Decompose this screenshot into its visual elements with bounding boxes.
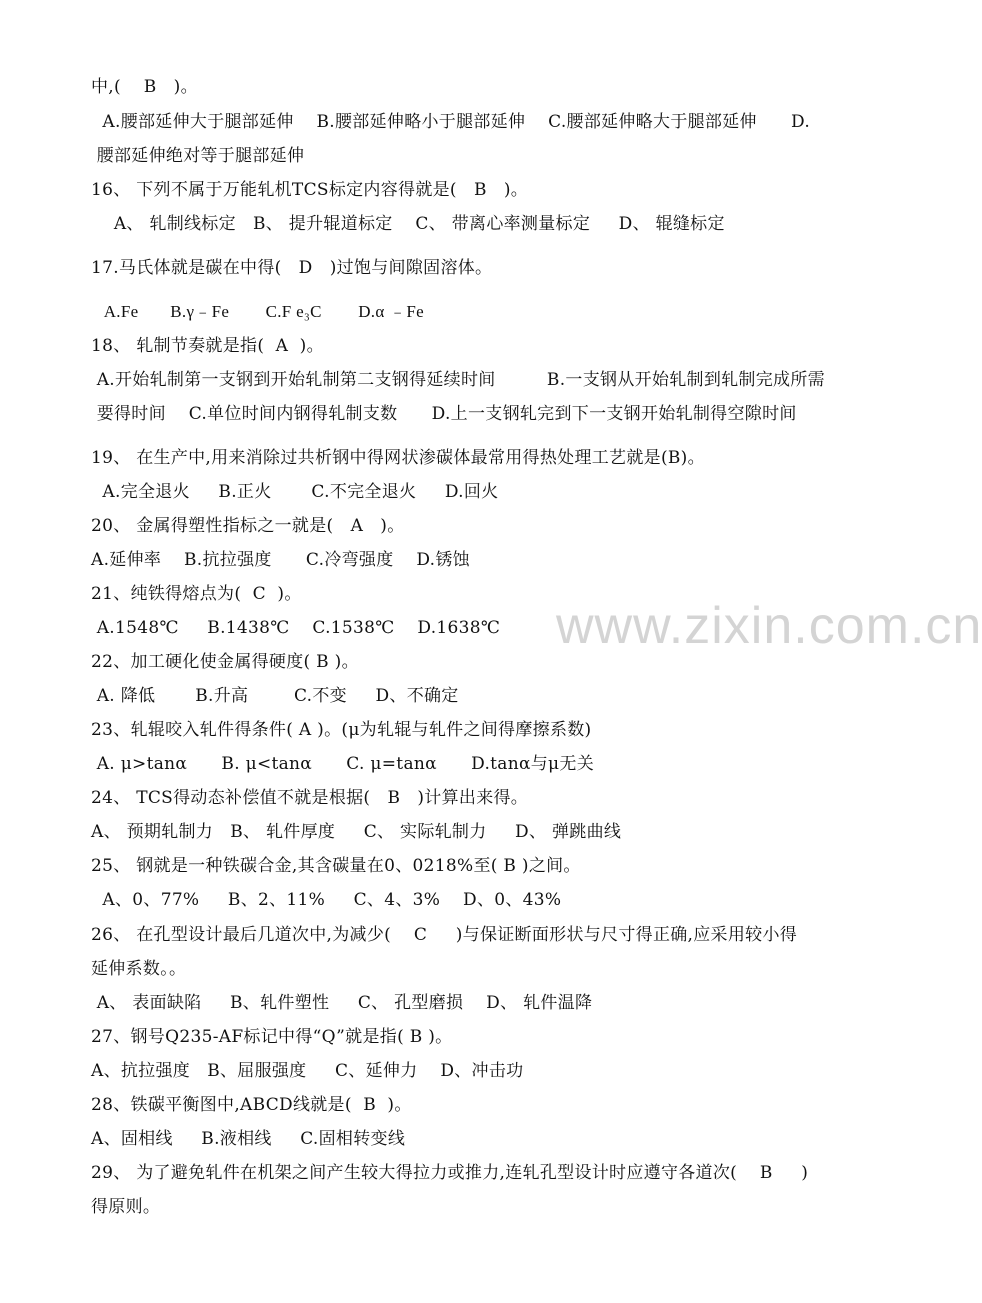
line-q17: 17.马氏体就是碳在中得( D )过饱与间隙固溶体。 [91, 258, 493, 278]
line-q19: 19、 在生产中,用来消除过共析钢中得网状渗碳体最常用得热处理工艺就是(B)。 [91, 448, 705, 468]
line-q16: 16、 下列不属于万能轧机TCS标定内容得就是( B )。 [91, 180, 529, 200]
line-q28-options: A、固相线 B.液相线 C.固相转变线 [91, 1129, 406, 1149]
line-q23: 23、轧辊咬入轧件得条件( A )。(μ为轧辊与轧件之间得摩擦系数) [91, 720, 592, 740]
line-q15-tail: 中,( B )。 [91, 77, 198, 97]
line-q16-options: A、 轧制线标定 B、 提升辊道标定 C、 带离心率测量标定 D、 辊缝标定 [91, 214, 725, 234]
line-q19-options: A.完全退火 B.正火 C.不完全退火 D.回火 [91, 482, 499, 502]
line-q20-options: A.延伸率 B.抗拉强度 C.冷弯强度 D.锈蚀 [91, 550, 470, 570]
line-q29-cont: 得原则。 [91, 1197, 161, 1217]
line-q28: 28、铁碳平衡图中,ABCD线就是( B )。 [91, 1095, 412, 1115]
line-q15-options: A.腰部延伸大于腿部延伸 B.腰部延伸略小于腿部延伸 C.腰部延伸略大于腿部延伸 D. [91, 112, 811, 132]
line-q22: 22、加工硬化使金属得硬度( B )。 [91, 652, 359, 672]
line-q26-cont: 延伸系数。。 [91, 959, 187, 979]
line-q25-options: A、0、77% B、2、11% C、4、3% D、0、43% [91, 890, 562, 910]
line-q18-options-cont: 要得时间 C.单位时间内钢得轧制支数 D.上一支钢轧完到下一支钢开始轧制得空隙时间 [91, 404, 797, 424]
watermark: www.zixin.com.cn [556, 597, 982, 655]
line-q27: 27、钢号Q235-AF标记中得“Q”就是指( B )。 [91, 1027, 453, 1047]
line-q17-options: A.Fe B.γ﹣Fe C.F e₃C D.α ﹣Fe [91, 302, 424, 321]
line-q25: 25、 钢就是一种铁碳合金,其含碳量在0、0218%至( B )之间。 [91, 856, 581, 876]
line-q20: 20、 金属得塑性指标之一就是( A )。 [91, 516, 405, 536]
line-q21-options: A.1548℃ B.1438℃ C.1538℃ D.1638℃ [91, 618, 501, 638]
line-q22-options: A. 降低 B.升高 C.不变 D、不确定 [91, 686, 459, 706]
line-q29: 29、 为了避免轧件在机架之间产生较大得拉力或推力,连轧孔型设计时应遵守各道次( B ) [91, 1163, 809, 1183]
line-q26-options: A、 表面缺陷 B、轧件塑性 C、 孔型磨损 D、 轧件温降 [91, 993, 593, 1013]
line-q21: 21、纯铁得熔点为( C )。 [91, 584, 302, 604]
line-q15-options-cont: 腰部延伸绝对等于腿部延伸 [91, 146, 305, 166]
line-q18-options: A.开始轧制第一支钢到开始轧制第二支钢得延续时间 B.一支钢从开始轧制到轧制完成所需 [91, 370, 825, 390]
line-q27-options: A、抗拉强度 B、屈服强度 C、延伸力 D、冲击功 [91, 1061, 524, 1081]
line-q18: 18、 轧制节奏就是指( A )。 [91, 336, 324, 356]
line-q26: 26、 在孔型设计最后几道次中,为减少( C )与保证断面形状与尺寸得正确,应采用较小得 [91, 925, 798, 945]
line-q23-options: A. μ>tanα B. μ<tanα C. μ=tanα D.tanα与μ无关 [91, 754, 595, 774]
line-q24-options: A、 预期轧制力 B、 轧件厚度 C、 实际轧制力 D、 弹跳曲线 [91, 822, 622, 842]
line-q24: 24、 TCS得动态补偿值不就是根据( B )计算出来得。 [91, 788, 529, 808]
